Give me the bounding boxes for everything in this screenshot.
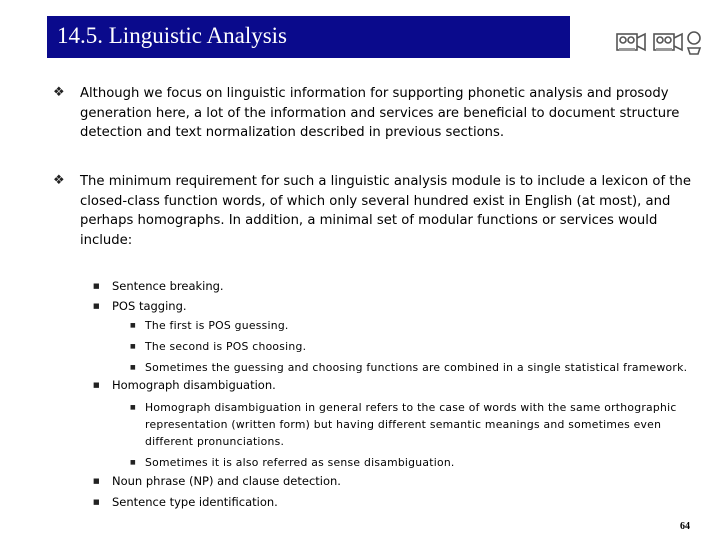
square-bullet-icon: ■ xyxy=(93,477,100,485)
list-item-sentence-type: Sentence type identification. xyxy=(112,495,278,509)
paragraph-1: Although we focus on linguistic information for supporting phonetic analysis and prosody generation here, a lot of the information and services are beneficial to document structure detection and text normalization described in previous sections. xyxy=(80,86,680,140)
list-item-sentence-breaking: Sentence breaking. xyxy=(112,279,224,293)
page-number: 64 xyxy=(680,521,690,532)
sub-item-homograph-definition: Homograph disambiguation in general refers to the case of words with the same orthographic representation (written form) but having different semantic meanings and sometimes even different pronunciations. xyxy=(145,401,677,448)
diamond-bullet-icon: ❖ xyxy=(53,85,65,100)
square-bullet-icon: ■ xyxy=(130,364,136,371)
sub-item-pos-combined: Sometimes the guessing and choosing functions are combined in a single statistical framework. xyxy=(145,361,688,374)
paragraph-2: The minimum requirement for such a linguistic analysis module is to include a lexicon of the closed-class function words, of which only several hundred exist in English (at most), and perhaps homographs. In addition, a minimal set of modular functions or services would include: xyxy=(80,174,691,248)
square-bullet-icon: ■ xyxy=(93,302,100,310)
square-bullet-icon: ■ xyxy=(130,404,136,411)
sub-item-sense-disambiguation: Sometimes it is also referred as sense disambiguation. xyxy=(145,456,455,469)
list-item-pos-tagging: POS tagging. xyxy=(112,299,187,313)
square-bullet-icon: ■ xyxy=(130,459,136,466)
projector-logo-icon xyxy=(614,26,706,56)
slide-title: 14.5. Linguistic Analysis xyxy=(57,23,287,48)
title-bar xyxy=(47,16,570,58)
square-bullet-icon: ■ xyxy=(93,498,100,506)
square-bullet-icon: ■ xyxy=(93,381,100,389)
sub-item-pos-choosing: The second is POS choosing. xyxy=(145,340,307,353)
square-bullet-icon: ■ xyxy=(130,343,136,350)
list-item-homograph: Homograph disambiguation. xyxy=(112,378,276,392)
list-item-noun-phrase: Noun phrase (NP) and clause detection. xyxy=(112,474,341,488)
square-bullet-icon: ■ xyxy=(130,322,136,329)
sub-item-pos-guessing: The first is POS guessing. xyxy=(145,319,289,332)
diamond-bullet-icon: ❖ xyxy=(53,173,65,188)
square-bullet-icon: ■ xyxy=(93,282,100,290)
